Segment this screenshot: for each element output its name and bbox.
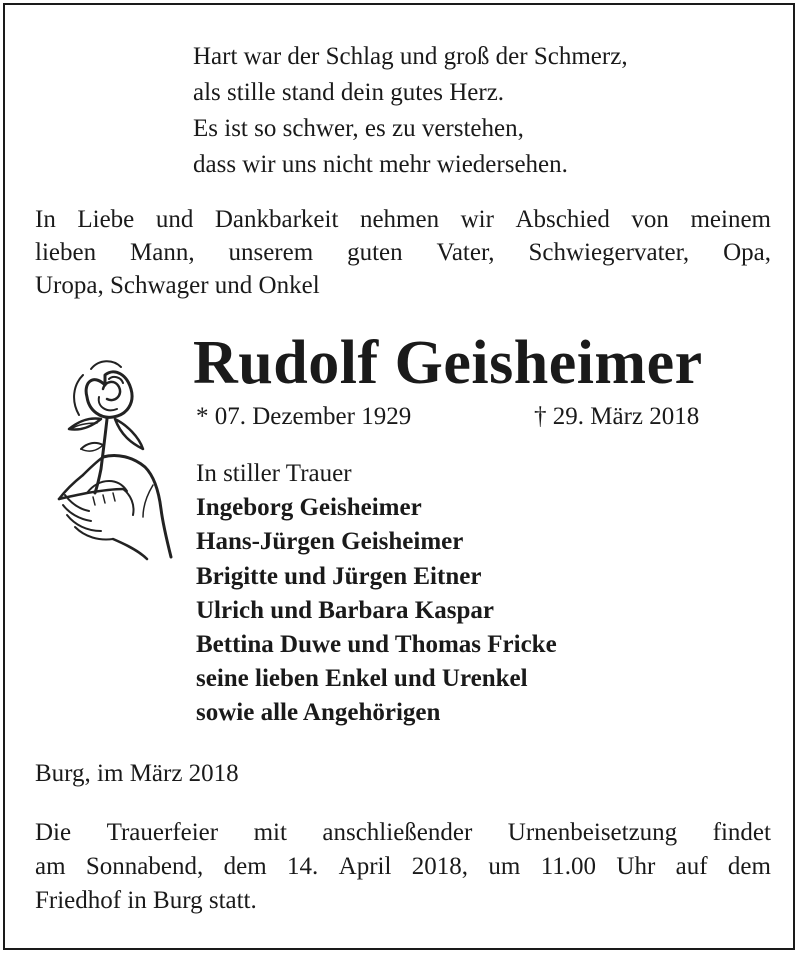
word: findet xyxy=(712,819,771,846)
text-line xyxy=(35,850,771,884)
mourner-name: Bettina Duwe und Thomas Fricke xyxy=(196,631,557,659)
word: anschließender xyxy=(322,819,473,846)
mourning-lead: In stiller Trauer xyxy=(196,460,352,487)
text-line xyxy=(35,269,771,302)
obituary-notice xyxy=(3,3,795,950)
word: 14. xyxy=(287,853,319,880)
word: Abschied xyxy=(515,206,610,233)
word: Friedhof in Burg statt. xyxy=(35,887,257,914)
word: um xyxy=(488,853,521,880)
mourner-name: Ingeborg Geisheimer xyxy=(196,494,422,522)
poem-line: dass wir uns nicht mehr wiedersehen. xyxy=(193,151,568,178)
funeral-service-text xyxy=(35,816,771,918)
birth-date: * 07. Dezember 1929 xyxy=(196,403,412,430)
life-dates xyxy=(196,399,700,435)
poem-line: Es ist so schwer, es zu verstehen, xyxy=(193,115,524,142)
farewell-text xyxy=(35,203,771,302)
place-and-date: Burg, im März 2018 xyxy=(35,760,239,787)
text-line xyxy=(35,203,771,236)
text-line xyxy=(35,816,771,850)
word: April xyxy=(338,853,392,880)
word: Liebe xyxy=(77,206,135,233)
word: mit xyxy=(253,819,287,846)
mourners-list xyxy=(196,457,557,731)
word: Mann, xyxy=(130,239,195,266)
death-date: † 29. März 2018 xyxy=(534,403,700,430)
mourner-name: Brigitte und Jürgen Eitner xyxy=(196,562,482,590)
mourner-name: Hans-Jürgen Geisheimer xyxy=(196,528,464,556)
word: meinem xyxy=(690,206,771,233)
word: 2018, xyxy=(411,853,469,880)
text-line xyxy=(35,236,771,269)
word: auf xyxy=(675,853,708,880)
word: 11.00 xyxy=(540,853,597,880)
word: Dankbarkeit xyxy=(214,206,339,233)
memorial-poem xyxy=(193,39,628,183)
word: lieben xyxy=(35,239,97,266)
word: Schwiegervater, xyxy=(528,239,690,266)
mourner-name: seine lieben Enkel und Urenkel xyxy=(196,665,528,693)
mourner-name: sowie alle Angehörigen xyxy=(196,699,441,727)
word: dem xyxy=(223,853,267,880)
mourner-name: Ulrich und Barbara Kaspar xyxy=(196,596,494,624)
word: und xyxy=(155,206,194,233)
deceased-name: Rudolf Geisheimer xyxy=(193,329,703,397)
word: nehmen xyxy=(359,206,440,233)
text-line xyxy=(35,884,771,918)
word: von xyxy=(631,206,669,233)
word: Trauerfeier xyxy=(106,819,219,846)
word: In xyxy=(35,206,56,233)
rose-in-hand-icon xyxy=(43,345,193,565)
word: Vater, xyxy=(436,239,495,266)
word: wir xyxy=(460,206,494,233)
word: Uropa, Schwager und Onkel xyxy=(35,272,320,299)
word: dem xyxy=(727,853,771,880)
word: unserem xyxy=(228,239,314,266)
poem-line: Hart war der Schlag und groß der Schmerz, xyxy=(193,43,628,70)
word: guten xyxy=(347,239,403,266)
poem-line: als stille stand dein gutes Herz. xyxy=(193,79,505,106)
word: Die xyxy=(35,819,72,846)
word: Opa, xyxy=(723,239,771,266)
word: Sonnabend, xyxy=(85,853,204,880)
word: am xyxy=(35,853,66,880)
word: Urnenbeisetzung xyxy=(507,819,678,846)
word: Uhr xyxy=(616,853,656,880)
